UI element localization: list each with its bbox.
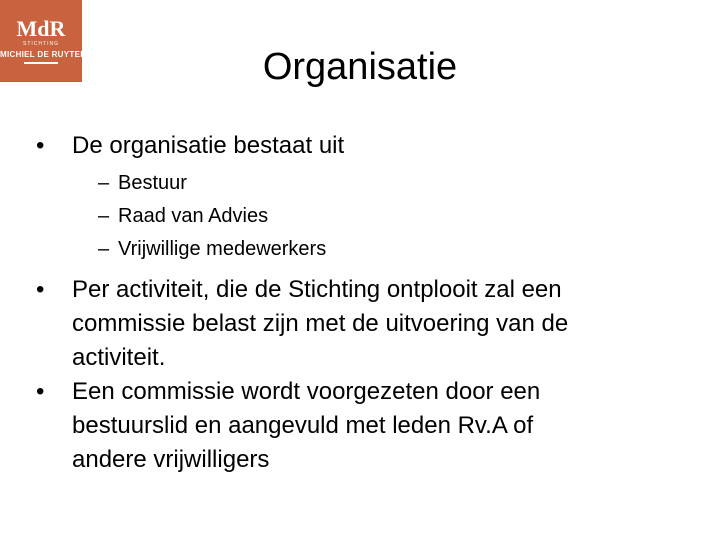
bullet-marker: •: [36, 378, 45, 405]
bullet-text-line: Per activiteit, die de Stichting ontplooit zal een: [72, 276, 562, 303]
bullet-marker: •: [36, 276, 45, 303]
bullet-text-line: Een commissie wordt voorgezeten door een: [72, 378, 541, 405]
sub-bullet-text: Vrijwillige medewerkers: [118, 238, 327, 260]
dash-marker: –: [98, 238, 110, 260]
dash-marker: –: [98, 205, 110, 227]
logo-rule: [24, 62, 58, 64]
bullet-text-line: commissie belast zijn met de uitvoering van de: [72, 310, 569, 337]
slide-title: Organisatie: [262, 46, 458, 88]
logo-mark: MdR: [16, 16, 66, 41]
sub-bullet-text: Bestuur: [118, 172, 187, 194]
bullet-marker: •: [36, 132, 45, 159]
organization-logo: [0, 0, 87, 82]
logo-tagline: STICHTING: [23, 41, 59, 47]
bullet-text: De organisatie bestaat uit: [72, 132, 345, 159]
dash-marker: –: [98, 172, 110, 194]
bullet-text-line: bestuurslid en aangevuld met leden Rv.A of: [72, 412, 534, 439]
logo-name: MICHIEL DE RUYTER: [0, 50, 87, 59]
bullet-text-line: activiteit.: [72, 344, 166, 371]
bullet-text-line: andere vrijwilligers: [72, 446, 270, 473]
sub-bullet-text: Raad van Advies: [118, 205, 269, 227]
